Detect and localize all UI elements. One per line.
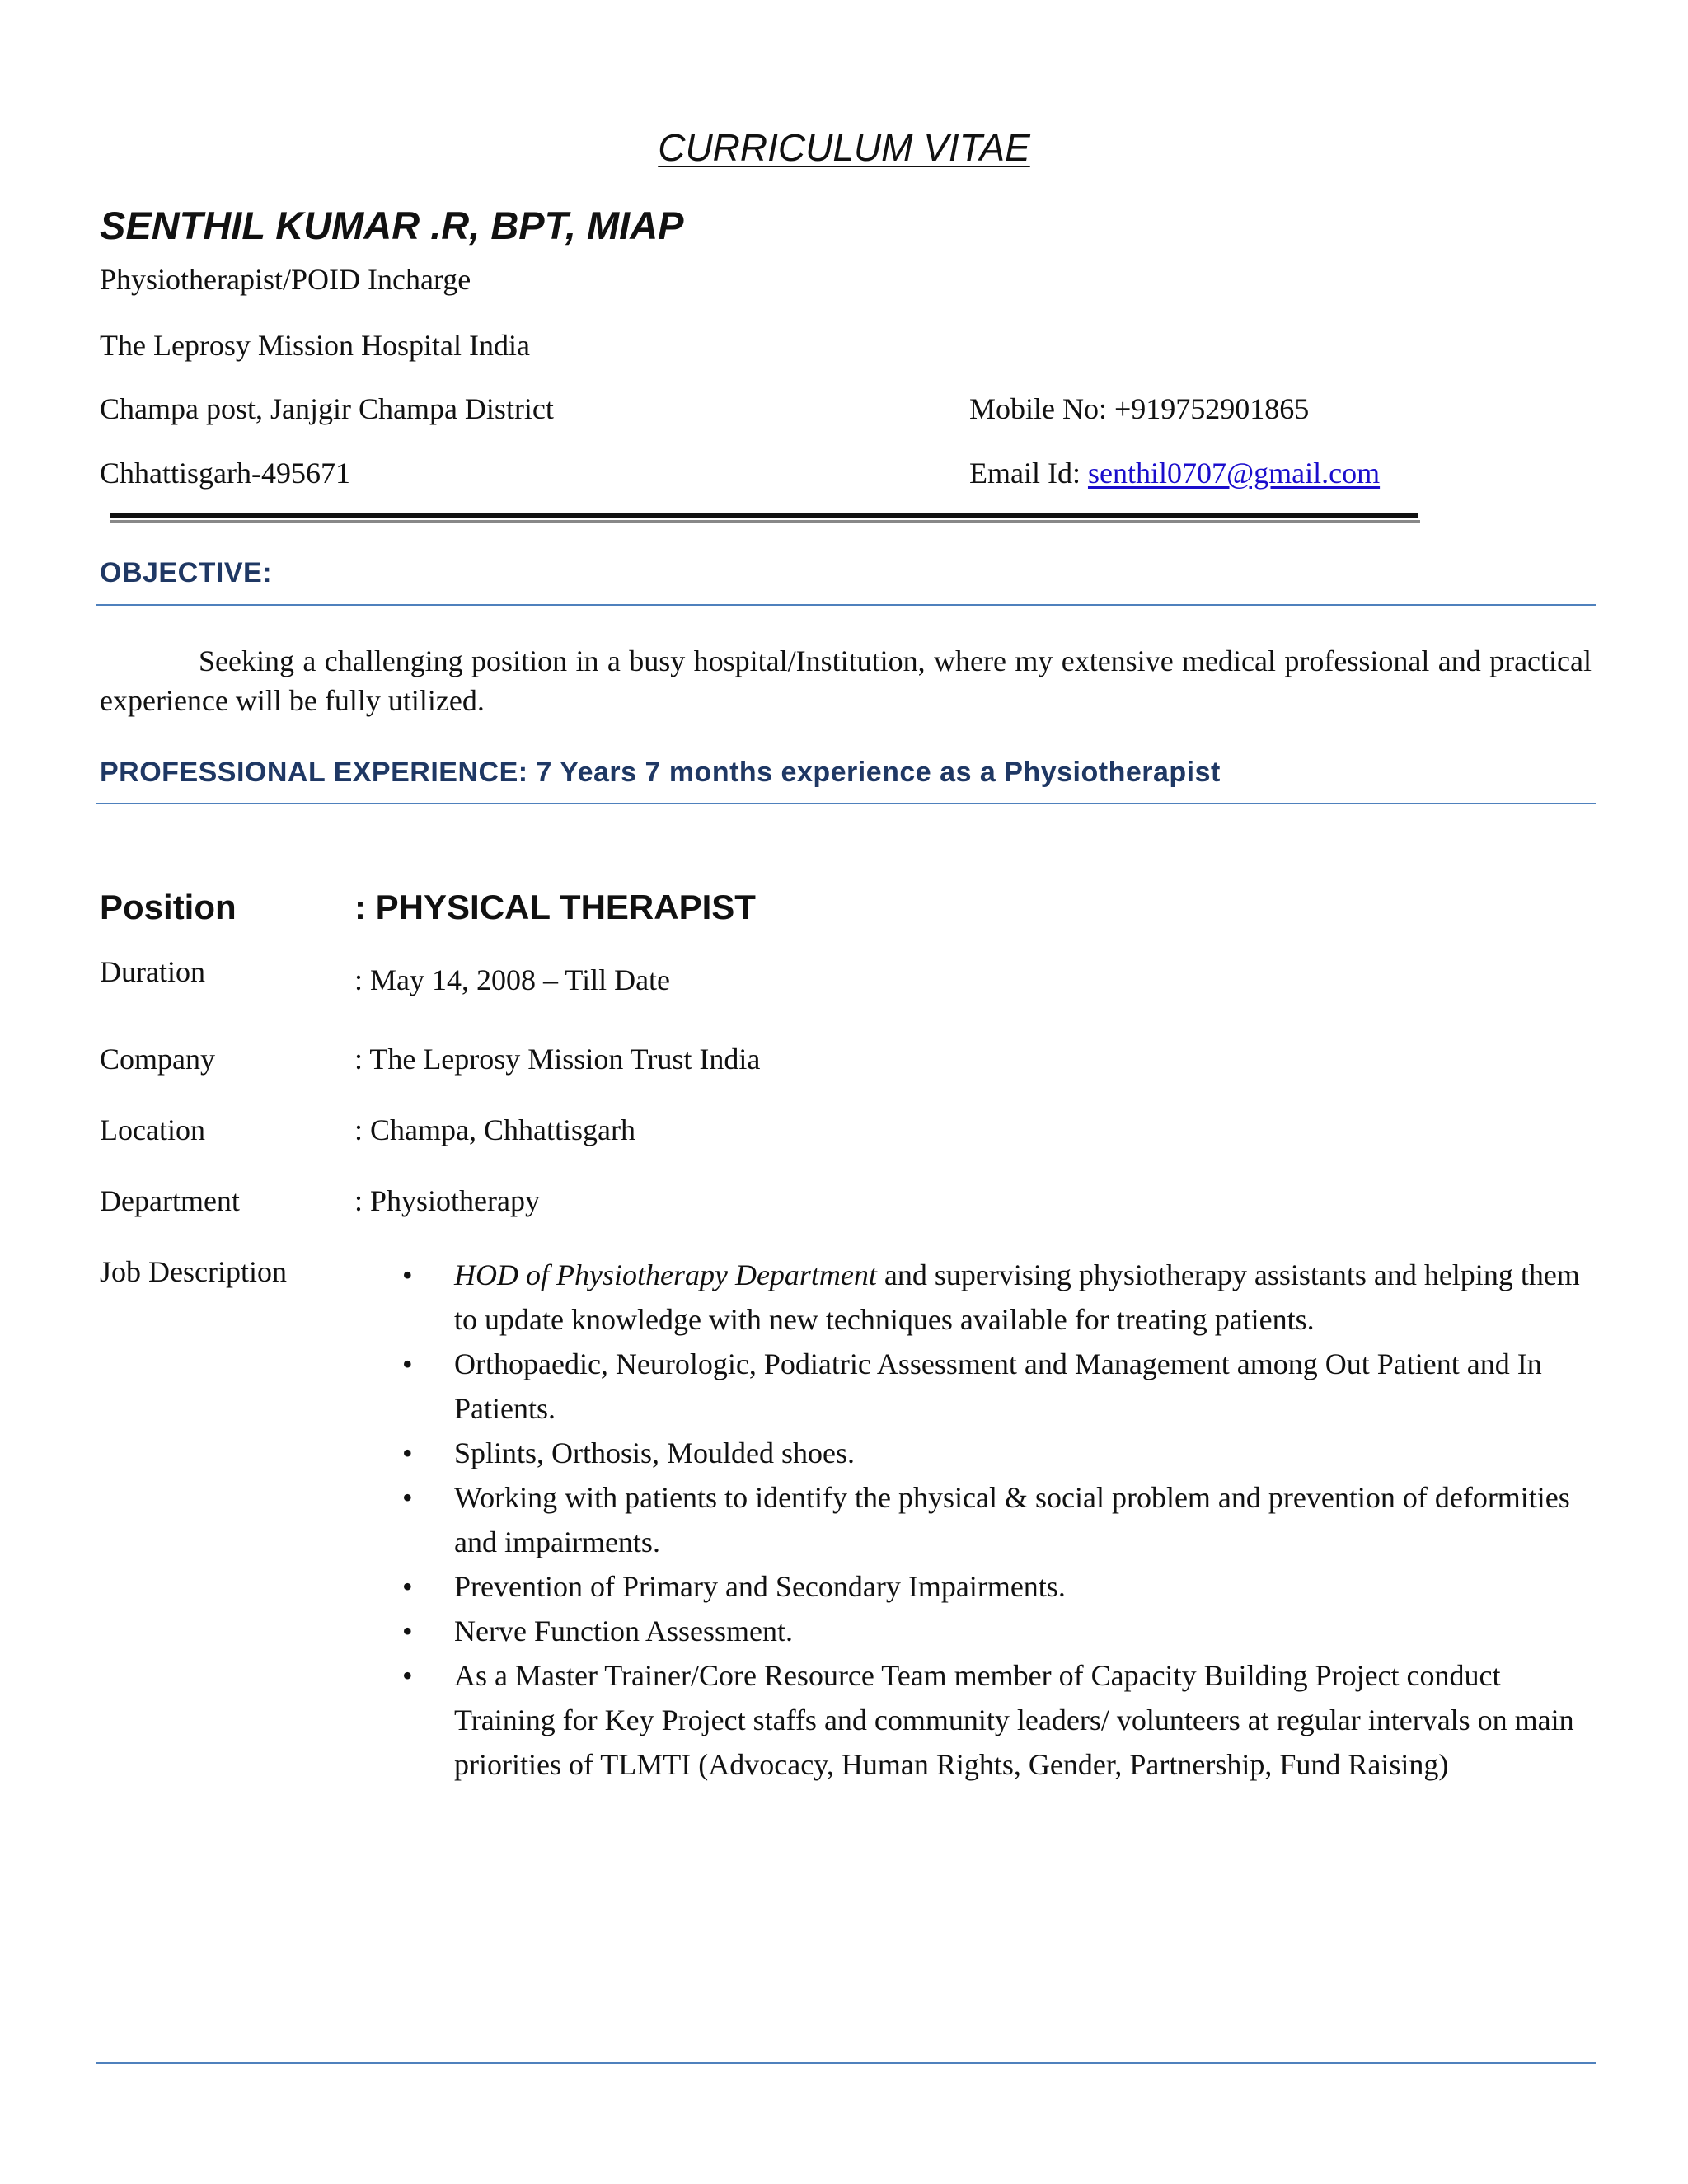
email-label: Email Id: — [969, 457, 1088, 490]
company-value: : The Leprosy Mission Trust India — [354, 1043, 761, 1076]
list-item — [396, 1475, 1582, 1564]
list-item — [396, 1609, 1582, 1653]
experience-heading: PROFESSIONAL EXPERIENCE: 7 Years 7 months experience as a Physiotherapist — [100, 757, 1221, 788]
duration-value: : May 14, 2008 – Till Date — [354, 963, 671, 996]
objective-text: Seeking a challenging position in a busy hospital/Institution, where my extensive medical professional and practical experience will be fully utilized. — [100, 644, 1592, 717]
header-divider-shadow — [110, 520, 1420, 523]
objective-divider — [96, 604, 1596, 606]
position-value: : PHYSICAL THERAPIST — [354, 888, 756, 926]
address-line-2: Chhattisgarh-495671 — [100, 457, 350, 490]
location-label: Location — [100, 1113, 205, 1146]
job-item-text: Prevention of Primary and Secondary Impairments. — [454, 1570, 1066, 1603]
job-description-label: Job Description — [100, 1255, 287, 1288]
list-item — [396, 1431, 1582, 1475]
duration-label: Duration — [100, 955, 205, 988]
bullet-icon: • — [402, 1436, 413, 1469]
objective-heading: OBJECTIVE: — [100, 557, 273, 588]
position-label: Position — [100, 888, 237, 926]
job-item-text: Splints, Orthosis, Moulded shoes. — [454, 1436, 856, 1469]
job-item-text: Orthopaedic, Neurologic, Podiatric Assessment and Management among Out Patient and In Patients. — [454, 1347, 1542, 1425]
organization: The Leprosy Mission Hospital India — [100, 329, 530, 362]
job-item-text: Working with patients to identify the physical & social problem and prevention of deformities and impairments. — [454, 1481, 1570, 1558]
job-description-list — [396, 1253, 1582, 1787]
location-value: : Champa, Chhattisgarh — [354, 1113, 635, 1146]
designation: Physiotherapist/POID Incharge — [100, 263, 471, 296]
experience-divider — [96, 803, 1596, 804]
list-item — [396, 1342, 1582, 1431]
job-item-text: Nerve Function Assessment. — [454, 1615, 793, 1647]
bullet-icon: • — [402, 1570, 413, 1603]
document-title: CURRICULUM VITAE — [658, 126, 1030, 169]
department-value: : Physiotherapy — [354, 1184, 540, 1217]
list-item — [396, 1653, 1582, 1787]
list-item — [396, 1564, 1582, 1609]
bullet-icon: • — [402, 1659, 413, 1692]
department-label: Department — [100, 1184, 240, 1217]
footer-divider — [96, 2062, 1596, 2064]
bullet-icon: • — [402, 1258, 413, 1291]
bullet-icon: • — [402, 1481, 413, 1514]
bullet-icon: • — [402, 1347, 413, 1380]
header-divider — [110, 513, 1418, 518]
job-item-lead: HOD of Physiotherapy Department — [454, 1258, 877, 1291]
bullet-icon: • — [402, 1615, 413, 1647]
company-label: Company — [100, 1043, 215, 1076]
mobile-number: Mobile No: +919752901865 — [969, 392, 1310, 425]
job-item-text: and supervising physiotherapy assistants and helping them to update knowledge with new techniques available for treating patients. — [454, 1258, 1580, 1336]
job-item-text: As a Master Trainer/Core Resource Team member of Capacity Building Project conduct Training for Key Project staffs and community leaders/ volunteers at regular intervals on main priorities of TLMTI (Advocacy, Human Rights, Gender, Partnership, Fund Raising) — [454, 1659, 1574, 1781]
email-row — [969, 456, 1380, 490]
email-link[interactable]: senthil0707@gmail.com — [1087, 457, 1381, 490]
candidate-name: SENTHIL KUMAR .R, BPT, MIAP — [100, 204, 684, 247]
list-item — [396, 1253, 1582, 1342]
address-line-1: Champa post, Janjgir Champa District — [100, 392, 554, 425]
